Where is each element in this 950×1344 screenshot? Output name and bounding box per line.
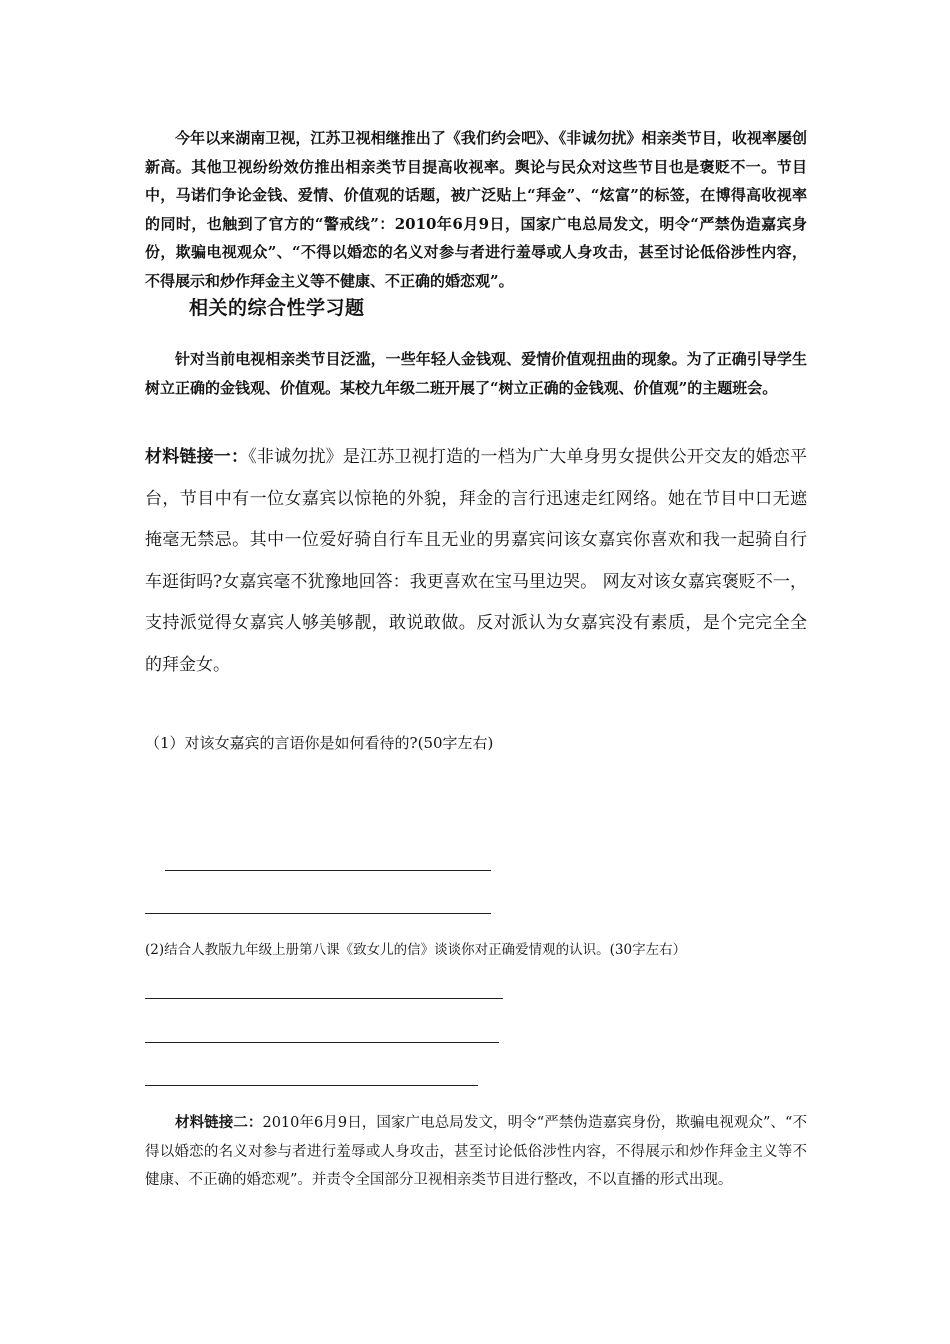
- answer-line[interactable]: [145, 998, 503, 999]
- material-two-text: 2010年6月9日，国家广电总局发文，明令“严禁伪造嘉宾身份，欺骗电视观众”、“不得以婚恋的名义对参与者进行羞辱或人身攻击，甚至讨论低俗涉性内容，不得展示和炒作拜金主义等不健康、不正确的婚恋观”。并责令全国部分卫视相亲类节目进行整改，不以直播的形式出现。: [145, 1115, 808, 1188]
- intro-paragraph: 今年以来湖南卫视，江苏卫视相继推出了《我们约会吧》、《非诚勿扰》相亲类节目，收视率屡创新高。其他卫视纷纷效仿推出相亲类节目提高收视率。舆论与民众对这些节目也是褒贬不一。节目中，马诺们争论金钱、爱情、价值观的话题，被广泛贴上“拜金”、“炫富”的标签，在博得高收视率的同时，也触到了官方的“警戒线”：2010年6月9日，国家广电总局发文，明令“严禁伪造嘉宾身份，欺骗电视观众”、“不得以婚恋的名义对参与者进行羞辱或人身攻击，甚至讨论低俗涉性内容，不得展示和炒作拜金主义等不健康、不正确的婚恋观”。: [145, 129, 807, 290]
- question-one: （1）对该女嘉宾的言语你是如何看待的?(50字左右): [145, 734, 494, 752]
- material-link-one: [145, 437, 807, 686]
- answer-line[interactable]: [145, 913, 491, 914]
- task-paragraph: 针对当前电视相亲类节目泛滥，一些年轻人金钱观、爱情价值观扭曲的现象。为了正确引导学生树立正确的金钱观、价值观。某校九年级二班开展了“树立正确的金钱观、价值观”的主题班会。: [145, 350, 807, 397]
- answer-line[interactable]: [165, 870, 491, 871]
- material-one-text: 《非诚勿扰》是江苏卫视打造的一档为广大单身男女提供公开交友的婚恋平台，节目中有一位女嘉宾以惊艳的外貌，拜金的言行迅速走红网络。她在节目中口无遮掩毫无禁忌。其中一位爱好骑自行车且无业的男嘉宾问该女嘉宾你喜欢和我一起骑自行车逛街吗?女嘉宾毫不犹豫地回答：我更喜欢在宝马里边哭。 网友对该女嘉宾褒贬不一，支持派觉得女嘉宾人够美够靓，敢说敢做。反对派认为女嘉宾没有素质，是个完完全全的拜金女。: [145, 447, 808, 675]
- section-heading: 相关的综合性学习题: [189, 297, 365, 319]
- answer-line[interactable]: [145, 1085, 478, 1086]
- material-one-label: 材料链接一：: [145, 447, 249, 467]
- material-two-label: 材料链接二：: [175, 1114, 263, 1131]
- answer-line[interactable]: [145, 1042, 499, 1043]
- material-link-two: [145, 1109, 807, 1195]
- question-two: (2)结合人教版九年级上册第八课《致女儿的信》谈谈你对正确爱情观的认识。(30字左右）: [145, 942, 687, 958]
